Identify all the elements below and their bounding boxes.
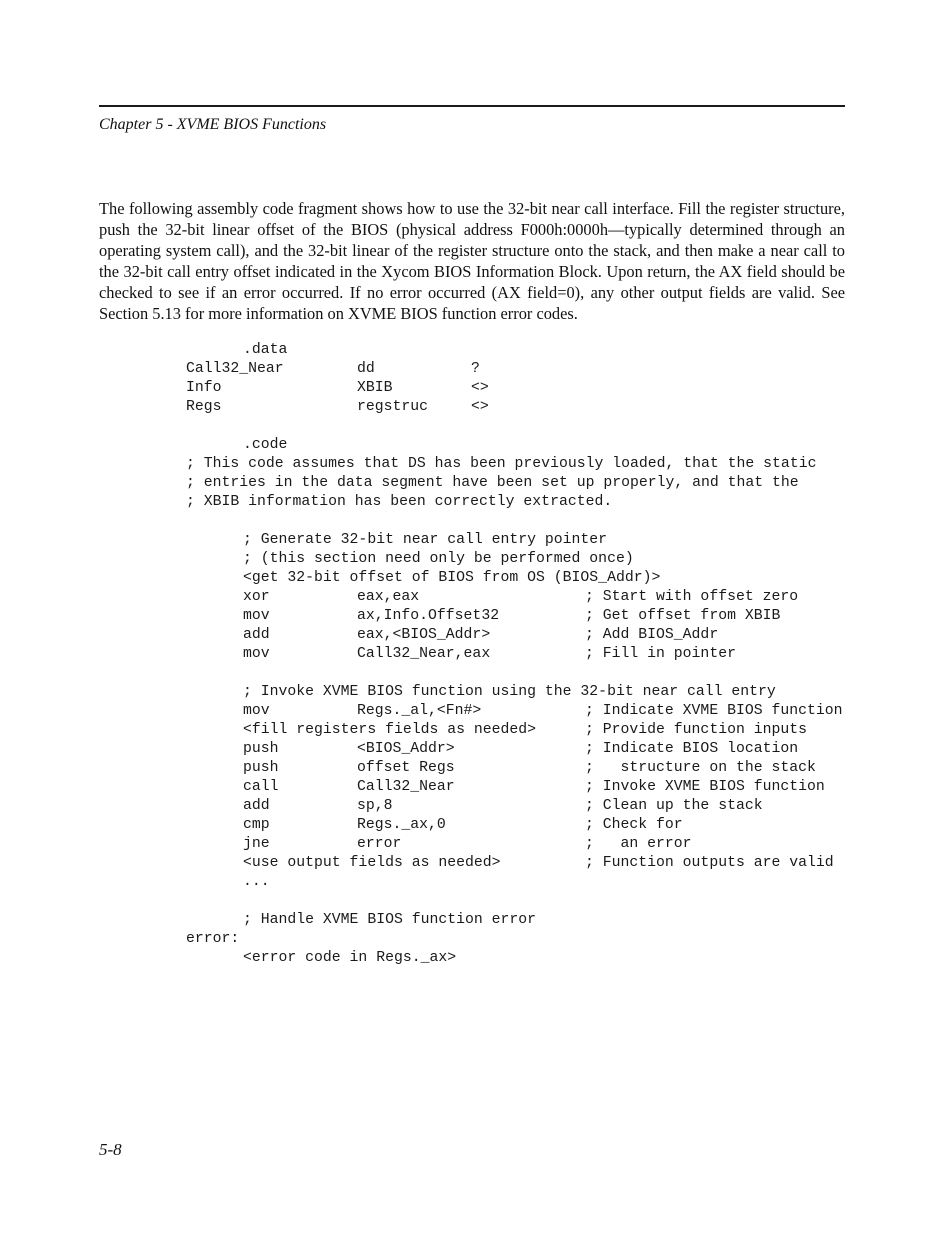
code-op: push <box>243 741 279 757</box>
code-args: offset Regs <box>357 760 455 776</box>
code-decl-type: dd <box>357 361 375 377</box>
code-comment: ; Handle XVME BIOS function error <box>243 912 537 928</box>
code-op: mov <box>243 608 270 624</box>
code-line-comment: ; Indicate BIOS location <box>585 741 799 757</box>
code-op: cmp <box>243 817 270 833</box>
code-line-comment: ; Indicate XVME BIOS function <box>585 703 843 719</box>
page-number: 5-8 <box>99 1140 122 1159</box>
code-data-directive: .data <box>243 342 288 358</box>
code-code-directive: .code <box>243 437 288 453</box>
code-ellipsis: ... <box>243 874 270 890</box>
code-op: add <box>243 627 270 643</box>
code-line-comment: ; structure on the stack <box>585 760 816 776</box>
code-args: eax,eax <box>357 589 420 605</box>
chapter-heading: Chapter 5 - XVME BIOS Functions <box>99 116 327 133</box>
code-line-comment: ; Start with offset zero <box>585 589 799 605</box>
code-op: <fill registers fields as needed> <box>243 722 537 738</box>
code-decl-type: regstruc <box>357 399 429 415</box>
code-comment: ; Generate 32-bit near call entry pointer <box>243 532 608 548</box>
code-args: Call32_Near,eax <box>357 646 491 662</box>
code-comment: ; (this section need only be performed once) <box>243 551 634 567</box>
code-op: <use output fields as needed> <box>243 855 501 871</box>
code-args: eax,<BIOS_Addr> <box>357 627 491 643</box>
code-op: mov <box>243 703 270 719</box>
code-error-label: error: <box>186 931 240 947</box>
code-line-comment: ; Provide function inputs <box>585 722 807 738</box>
code-decl-type: XBIB <box>357 380 393 396</box>
code-line-comment: ; Function outputs are valid <box>585 855 834 871</box>
code-decl-name: Info <box>186 380 222 396</box>
code-args: ax,Info.Offset32 <box>357 608 500 624</box>
code-decl-init: ? <box>471 361 480 377</box>
code-error-line: <error code in Regs._ax> <box>243 950 457 966</box>
code-line-comment: ; Get offset from XBIB <box>585 608 781 624</box>
code-comment: ; Invoke XVME BIOS function using the 32-bit near call entry <box>243 684 776 700</box>
code-args: Regs._ax,0 <box>357 817 446 833</box>
code-op: jne <box>243 836 270 852</box>
code-line-comment: ; Invoke XVME BIOS function <box>585 779 825 795</box>
code-decl-name: Regs <box>186 399 222 415</box>
code-line-comment: ; Check for <box>585 817 683 833</box>
code-decl-name: Call32_Near <box>186 361 284 377</box>
code-op: mov <box>243 646 270 662</box>
code-op: push <box>243 760 279 776</box>
intro-paragraph: The following assembly code fragment shows how to use the 32-bit near call interface. Fill the register structure, push the 32-bit linear offset of the BIOS (physical address F000h:0000h—typically determined through an operating system call), and the 32-bit linear of the register structure onto the stack, and then make a near call to the 32-bit call entry offset indicated in the Xycom BIOS Information Block. Upon return, the AX field should be checked to see if an error occurred. If no error occurred (AX field=0), any other output fields are valid. See Section 5.13 for more information on XVME BIOS function error codes. <box>99 199 845 323</box>
code-args: Regs._al,<Fn#> <box>357 703 482 719</box>
code-header-comment: ; XBIB information has been correctly extracted. <box>186 494 613 510</box>
code-header-comment: ; entries in the data segment have been set up properly, and that the <box>186 475 799 491</box>
code-comment: <get 32-bit offset of BIOS from OS (BIOS_Addr)> <box>243 570 661 586</box>
code-args: Call32_Near <box>357 779 455 795</box>
code-op: add <box>243 798 270 814</box>
code-args: sp,8 <box>357 798 393 814</box>
code-decl-init: <> <box>471 399 489 415</box>
code-line-comment: ; Clean up the stack <box>585 798 763 814</box>
code-op: xor <box>243 589 270 605</box>
code-line-comment: ; an error <box>585 836 692 852</box>
code-args: error <box>357 836 402 852</box>
code-header-comment: ; This code assumes that DS has been previously loaded, that the static <box>186 456 817 472</box>
code-line-comment: ; Fill in pointer <box>585 646 736 662</box>
code-op: call <box>243 779 279 795</box>
code-decl-init: <> <box>471 380 489 396</box>
code-line-comment: ; Add BIOS_Addr <box>585 627 719 643</box>
code-args: <BIOS_Addr> <box>357 741 455 757</box>
